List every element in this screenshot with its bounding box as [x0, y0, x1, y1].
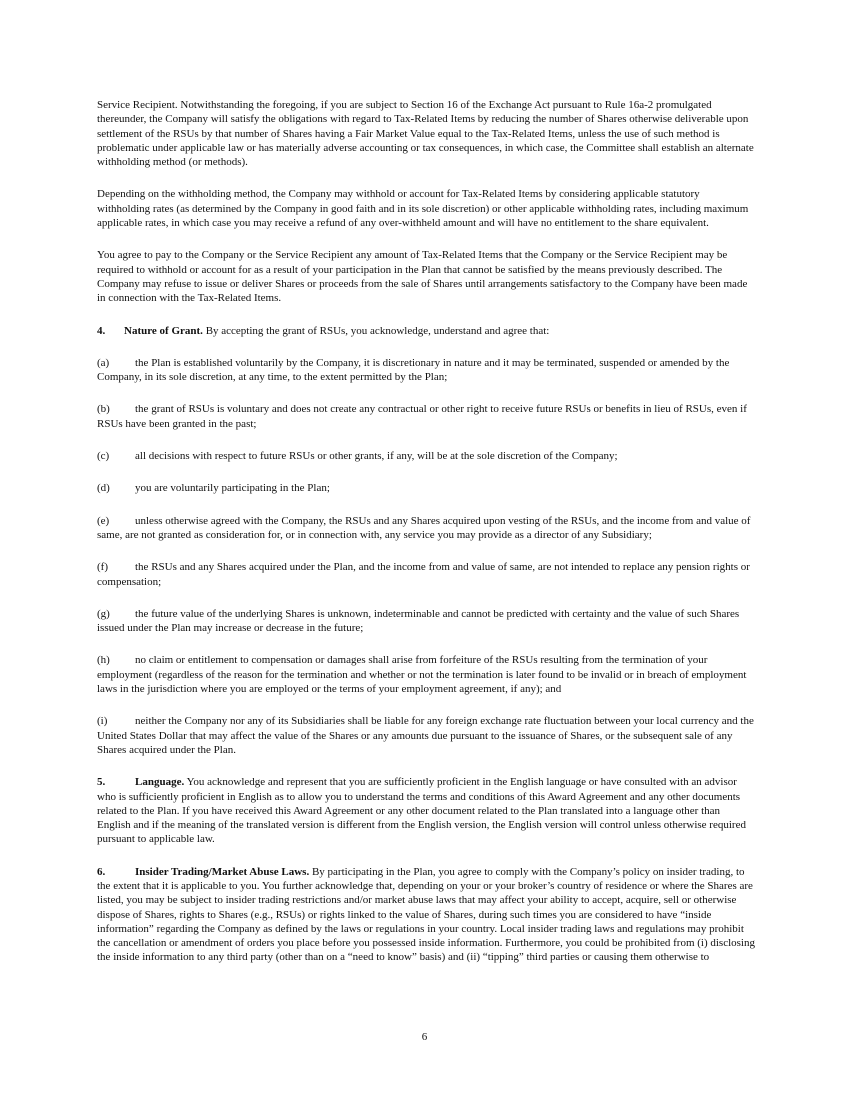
item-text: the RSUs and any Shares acquired under the Plan, and the income from and value of same, are not intended to replace any pension rights or compensation;: [97, 561, 750, 588]
list-item-i: [97, 714, 755, 757]
list-item-g: [97, 607, 755, 636]
section-text: By participating in the Plan, you agree to comply with the Company’s policy on insider trading, to the extent that it is applicable to you. You further acknowledge that, depending on your or your broker’s country of residence or where the Shares are listed, you may be subject to insider trading restrictions and/or market abuse laws that may affect your ability to accept, acquire, sell or otherwise dispose of Shares, rights to Shares (e.g., RSUs) or rights linked to the value of Shares, during such times you are considered to have “inside information” regarding the Company as defined by the laws or regulations in your country. Local insider trading laws and regulations may prohibit the cancellation or amendment of orders you place before you possessed inside information. Furthermore, you could be prohibited from (i) disclosing the inside information to any third party (other than on a “need to know” basis) and (ii) “tipping” third parties or causing them otherwise to: [97, 865, 755, 964]
item-marker: (d): [97, 482, 110, 495]
list-item-d: [97, 481, 755, 495]
item-text: unless otherwise agreed with the Company, the RSUs and any Shares acquired upon vesting of the RSUs, and the income from and value of same, are not granted as consideration for, or in connection with, any service you may provide as a director of any Subsidiary;: [97, 514, 751, 541]
document-content: [97, 98, 755, 983]
item-marker: (g): [97, 607, 110, 620]
section-heading-5: [97, 775, 755, 846]
list-item-f: [97, 560, 755, 589]
section-heading-6: [97, 865, 755, 965]
item-text: the Plan is established voluntarily by the Company, it is discretionary in nature and it may be terminated, suspended or amended by the Company, in its sole discretion, at any time, to the extent permitted by the Plan;: [97, 356, 730, 384]
item-marker: (i): [97, 715, 108, 728]
item-text: all decisions with respect to future RSUs or other grants, if any, will be at the sole discretion of the Company;: [135, 450, 618, 463]
section-text: By accepting the grant of RSUs, you acknowledge, understand and agree that:: [205, 324, 550, 337]
item-text: the grant of RSUs is voluntary and does not create any contractual or other right to receive future RSUs or benefits in lieu of RSUs, even if RSUs have been granted in the past;: [97, 403, 747, 430]
item-marker: (b): [97, 403, 110, 416]
section-number: 6.: [97, 865, 106, 878]
item-text: you are voluntarily participating in the Plan;: [135, 482, 330, 495]
section-text: You acknowledge and represent that you are sufficiently proficient in the English language or have consulted with an advisor who is sufficiently proficient in English as to allow you to understand the terms and conditions of this Award Agreement and any other documents related to the Plan. If you have received this Award Agreement or any other document related to the Plan translated into a language other than English and if the meaning of the translated version is different from the English version, the English version will control unless otherwise required pursuant to applicable law.: [97, 776, 746, 846]
list-item-e: [97, 514, 755, 543]
body-paragraph: You agree to pay to the Company or the Service Recipient any amount of Tax-Related Items that the Company or the Service Recipient may be required to withhold or account for as a result of your participation in the Plan that cannot be satisfied by the means previously described. The Company may refuse to issue or deliver Shares or proceeds from the sale of Shares until arrangements satisfactory to the Company have been made in connection with the Tax-Related Items.: [97, 249, 748, 305]
body-paragraph: Service Recipient. Notwithstanding the foregoing, if you are subject to Section 16 of the Exchange Act pursuant to Rule 16a-2 promulgated thereunder, the Company will satisfy the obligations with regard to Tax-Related Items by reducing the number of Shares otherwise deliverable upon settlement of the RSUs by that number of Shares having a Fair Market Value equal to the Tax-Related Items, unless the use of such method is problematic under applicable law or has materially adverse accounting or tax consequences, in which case, the Committee shall establish an alternate withholding method (or methods).: [97, 99, 754, 169]
item-marker: (e): [97, 514, 110, 527]
section-title: Insider Trading/Market Abuse Laws.: [135, 865, 310, 878]
list-item-b: [97, 402, 755, 431]
list-item-a: [97, 356, 755, 385]
list-item-c: [97, 449, 755, 463]
list-item-h: [97, 653, 755, 696]
page-number: 6: [421, 1031, 428, 1043]
item-text: neither the Company nor any of its Subsidiaries shall be liable for any foreign exchange rate fluctuation between your local currency and the United States Dollar that may affect the value of the Shares or any amounts due pursuant to the issuance of Shares, or the subsequent sale of any Shares acquired under the Plan.: [97, 715, 754, 756]
item-marker: (h): [97, 654, 110, 667]
item-text: no claim or entitlement to compensation or damages shall arise from forfeiture of the RSUs resulting from the termination of your employment (regardless of the reason for the termination and whether or not the termination is later found to be invalid or in breach of employment laws in the jurisdiction where you are employed or the terms of your employment agreement, if any); and: [97, 654, 747, 696]
section-heading-4: [97, 324, 755, 338]
section-title: Nature of Grant.: [124, 324, 203, 337]
item-marker: (c): [97, 450, 110, 463]
item-marker: (a): [97, 356, 110, 369]
item-marker: (f): [97, 561, 108, 574]
section-number: 4.: [97, 324, 106, 337]
body-paragraph: Depending on the withholding method, the Company may withhold or account for Tax-Related Items by considering applicable statutory withholding rates (as determined by the Company in good faith and in its sole discretion) or other applicable withholding rates, including maximum applicable rates, in which case you may receive a refund of any over-withheld amount and will have no entitlement to the share equivalent.: [97, 188, 749, 230]
item-text: the future value of the underlying Shares is unknown, indeterminable and cannot be predicted with certainty and the value of such Shares issued under the Plan may increase or decrease in the future;: [97, 607, 740, 635]
section-number: 5.: [97, 776, 106, 789]
section-title: Language.: [135, 776, 185, 789]
